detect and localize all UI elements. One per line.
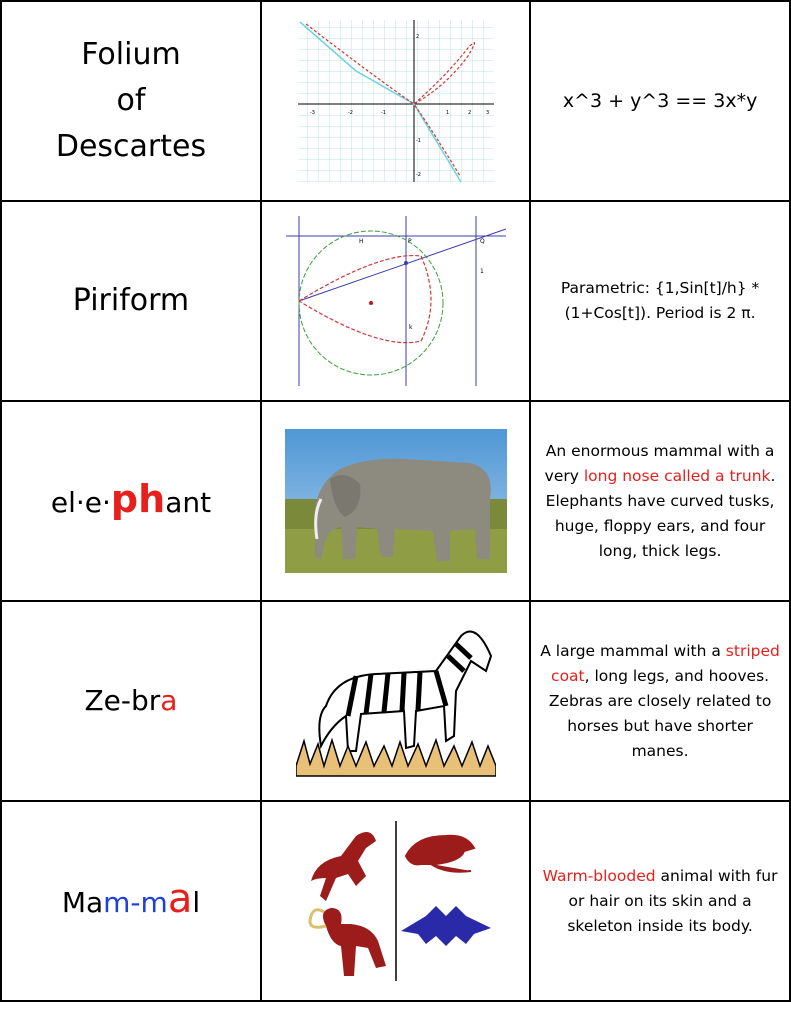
point-p <box>404 261 408 265</box>
piriform-graph <box>281 211 511 391</box>
rat-icon <box>406 836 474 872</box>
zebra-illustration <box>296 616 496 786</box>
description-cell <box>530 401 790 601</box>
syllable-dot: · <box>75 486 85 519</box>
term-piriform: Piriform <box>72 283 190 318</box>
term-folium <box>2 32 260 170</box>
term-line: of <box>116 83 146 118</box>
description-cell <box>530 801 790 1001</box>
image-cell <box>261 801 530 1001</box>
syllable: ant <box>165 486 212 519</box>
highlighted-text: long nose called a trunk <box>583 466 771 485</box>
syllable: l <box>192 886 201 919</box>
tick-label: 1 <box>445 110 449 116</box>
row-mammal <box>1 801 790 1001</box>
tick-label: -1 <box>380 110 386 116</box>
tick-label: -2 <box>415 172 421 178</box>
highlighted-text: striped coat <box>551 641 780 685</box>
text-segment: A large mammal with a <box>540 641 726 660</box>
point-label: k <box>408 324 413 331</box>
highlighted-text: Warm-blooded <box>542 866 656 885</box>
text-segment: animal with fur or hair on its skin and a skeleton inside its body. <box>567 866 778 935</box>
tick-label: -2 <box>347 110 353 116</box>
term-line: Folium <box>81 37 181 72</box>
point-label: 1 <box>479 268 484 275</box>
point-label: H <box>358 238 364 245</box>
highlighted-syllable: a <box>160 684 178 717</box>
term-line: Descartes <box>55 129 207 164</box>
highlighted-syllable: a <box>167 876 193 922</box>
syllable: Ma <box>61 886 104 919</box>
term-cell <box>1 1 261 201</box>
syllable: e <box>84 486 103 519</box>
highlighted-syllable: ph <box>110 477 166 521</box>
syllable-dot: · <box>102 486 111 519</box>
row-zebra <box>1 601 790 801</box>
monkey-icon <box>322 908 385 976</box>
term-cell <box>1 801 261 1001</box>
text-segment: An enormous mammal with a very <box>544 441 775 485</box>
description-cell <box>530 601 790 801</box>
term-cell <box>1 201 261 401</box>
description-text <box>531 864 789 939</box>
description-text <box>531 439 789 564</box>
bat-icon <box>401 906 491 946</box>
description-text: Parametric: {1,Sin[t]/h} * (1+Cos[t]). Period is 2 π. <box>560 279 760 322</box>
highlighted-syllable: m-m <box>103 886 168 919</box>
elephant-photo <box>285 429 507 573</box>
description-cell <box>530 1 790 201</box>
mammal-illustrations <box>296 816 496 986</box>
folium-graph <box>296 16 496 186</box>
point-label: Q <box>479 238 485 245</box>
description-text: x^3 + y^3 == 3x*y <box>562 90 758 112</box>
row-piriform <box>1 201 790 401</box>
text-segment: , long legs, and hooves. Zebras are closely related to horses but have shorter manes. <box>548 666 772 760</box>
row-elephant <box>1 401 790 601</box>
secant-line <box>299 229 506 301</box>
row-folium <box>1 1 790 201</box>
syllable: el <box>50 486 76 519</box>
tick-label: -1 <box>415 138 421 144</box>
graph-grid <box>298 20 494 182</box>
term-elephant <box>2 476 260 526</box>
image-cell <box>261 1 530 201</box>
center-point <box>369 301 373 305</box>
image-cell <box>261 201 530 401</box>
grass-tuft <box>296 740 496 776</box>
tick-label: 3 <box>485 110 489 116</box>
description-cell <box>530 201 790 401</box>
term-cell <box>1 601 261 801</box>
tick-label: 2 <box>415 34 419 40</box>
term-cell <box>1 401 261 601</box>
syllable: Ze-br <box>84 684 161 717</box>
tick-label: 2 <box>467 110 471 116</box>
tick-label: -3 <box>309 110 315 116</box>
point-label: P <box>407 238 412 245</box>
horse-icon <box>311 832 376 901</box>
term-mammal <box>2 876 260 926</box>
image-cell <box>261 401 530 601</box>
image-cell <box>261 601 530 801</box>
text-segment: . Elephants have curved tusks, huge, floppy ears, and four long, thick legs. <box>545 466 776 560</box>
term-zebra <box>2 678 260 724</box>
description-text <box>531 639 789 764</box>
